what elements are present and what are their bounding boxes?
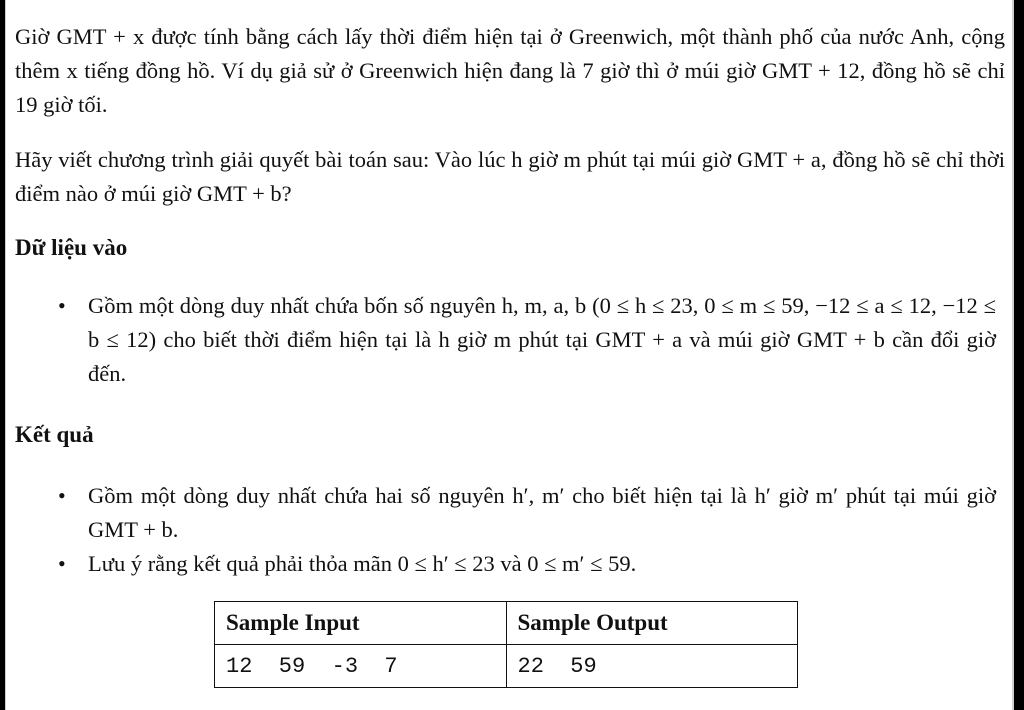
sample-io-table	[214, 601, 798, 688]
sample-input-cell: 12 59 -3 7	[215, 645, 507, 688]
input-bullet-text: Gồm một dòng duy nhất chứa bốn số nguyên h, m, a, b (0 ≤ h ≤ 23, 0 ≤ m ≤ 59, −12 ≤ a ≤ 12, −12 ≤ b ≤ 12) cho biết thời điểm hiện tại là h giờ m phút tại GMT + a và múi giờ GMT + b cần đổi giờ đến.	[88, 293, 996, 386]
list-item	[6, 479, 1006, 547]
table-header-row	[215, 602, 798, 645]
table-row	[215, 645, 798, 688]
intro-paragraph-1: Giờ GMT + x được tính bằng cách lấy thời điểm hiện tại ở Greenwich, một thành phố của nước Anh, cộng thêm x tiếng đồng hồ. Ví dụ giả sử ở Greenwich hiện đang là 7 giờ thì ở múi giờ GMT + 12, đồng hồ sẽ chỉ 19 giờ tối.	[15, 24, 1005, 117]
output-bullet-list	[6, 479, 1006, 581]
document-page	[5, 0, 1014, 710]
bullet-icon: •	[58, 483, 66, 508]
bullet-icon: •	[58, 551, 66, 576]
list-item	[6, 547, 1006, 581]
sample-output-header: Sample Output	[506, 602, 798, 645]
output-note-text: Lưu ý rằng kết quả phải thỏa mãn 0 ≤ h′ ≤ 23 và 0 ≤ m′ ≤ 59.	[88, 551, 637, 576]
output-bullet-text: Gồm một dòng duy nhất chứa hai số nguyên h′, m′ cho biết hiện tại là h′ giờ m′ phút tại múi giờ GMT + b.	[88, 483, 996, 542]
intro-paragraph-2: Hãy viết chương trình giải quyết bài toán sau: Vào lúc h giờ m phút tại múi giờ GMT + a, đồng hồ sẽ chỉ thời điểm nào ở múi giờ GMT + b?	[15, 147, 1005, 206]
bullet-icon: •	[58, 293, 66, 318]
sample-input-header: Sample Input	[215, 602, 507, 645]
sample-output-cell: 22 59	[506, 645, 798, 688]
list-item	[6, 289, 1006, 391]
input-bullet-list	[6, 289, 1006, 391]
output-section-heading: Kết quả	[15, 422, 94, 447]
input-section-heading: Dữ liệu vào	[15, 235, 128, 260]
